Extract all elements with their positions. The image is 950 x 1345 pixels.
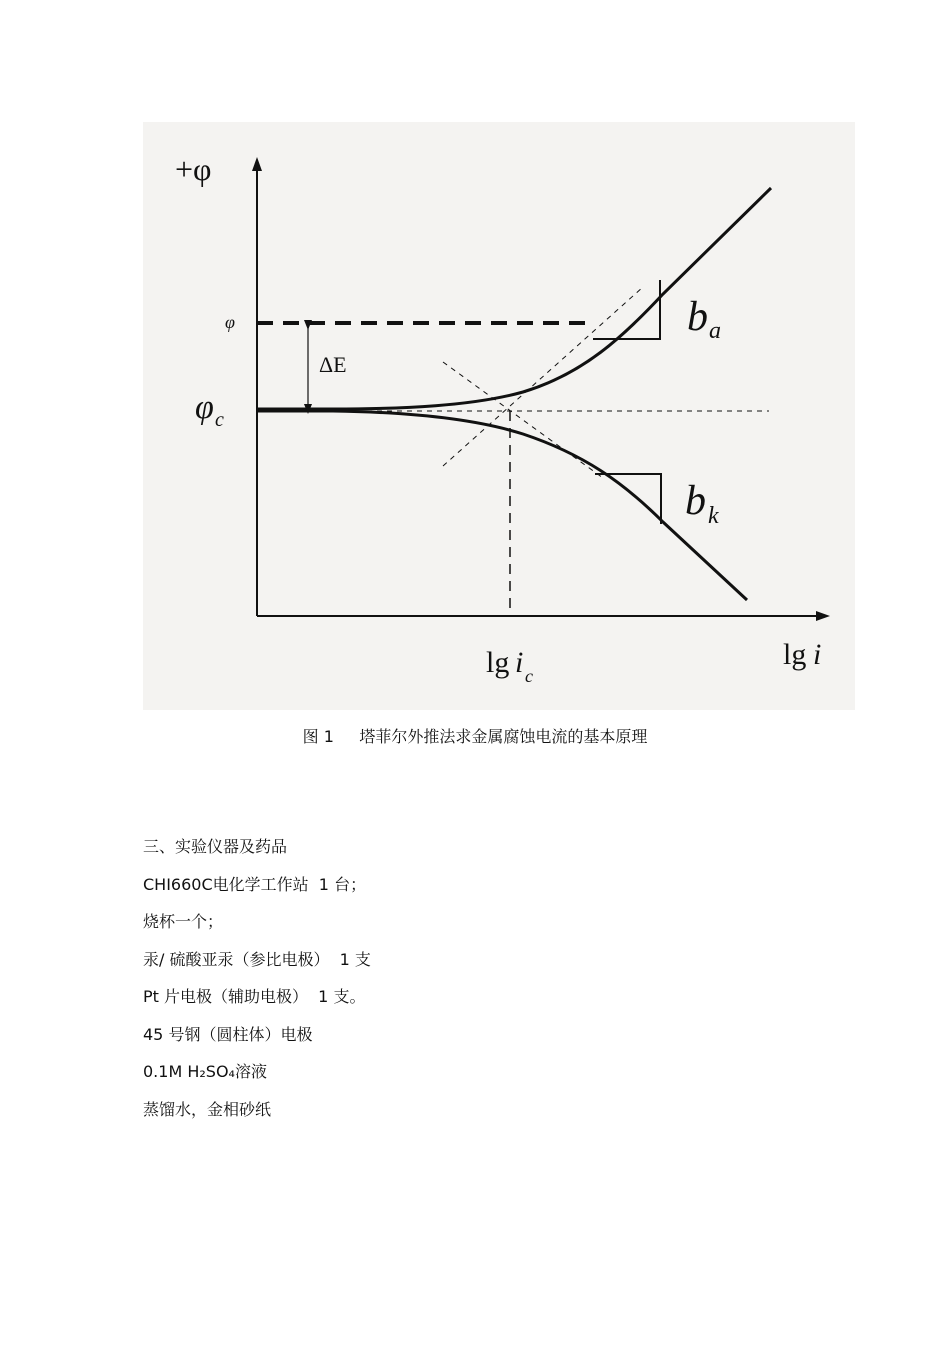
list-item: CHI660C电化学工作站 1 台； — [143, 874, 367, 894]
delta-e-label: ΔE — [319, 352, 347, 377]
figure-caption: 图 1 塔菲尔外推法求金属腐蚀电流的基本原理 — [302, 727, 648, 746]
lg-ic-label: lg — [486, 646, 510, 679]
instruments-section — [143, 832, 843, 1132]
list-item: 汞/ 硫酸亚汞（参比电极） 1 支 — [143, 949, 371, 969]
ba-subscript: a — [709, 318, 721, 344]
y-axis-label: +φ — [175, 151, 212, 187]
bk-label: b — [685, 478, 706, 524]
anodic-tangent-line — [443, 287, 643, 466]
tafel-diagram — [143, 122, 855, 710]
list-item: 烧杯一个； — [143, 912, 224, 931]
bk-subscript: k — [708, 503, 719, 529]
phi-label: φ — [225, 312, 235, 332]
phi-c-subscript: c — [215, 409, 224, 431]
bk-slope-triangle — [595, 474, 661, 524]
list-item: 0.1M H₂SO₄溶液 — [143, 1062, 267, 1081]
ba-label: b — [687, 294, 708, 340]
lg-i-i: i — [813, 638, 822, 671]
tafel-figure — [143, 122, 855, 710]
list-item: 蒸馏水，金相砂纸 — [143, 1099, 272, 1119]
list-item: 45 号钢（圆柱体）电极 — [143, 1024, 313, 1044]
cathodic-curve — [257, 411, 747, 600]
section-heading: 三、实验仪器及药品 — [143, 837, 288, 856]
lg-i-label: lg — [783, 638, 807, 671]
lg-ic-subscript: c — [525, 666, 533, 686]
list-item: Pt 片电极（辅助电极） 1 支。 — [143, 987, 366, 1006]
lg-ic-i: i — [515, 646, 524, 679]
phi-c-label: φ — [195, 389, 214, 426]
